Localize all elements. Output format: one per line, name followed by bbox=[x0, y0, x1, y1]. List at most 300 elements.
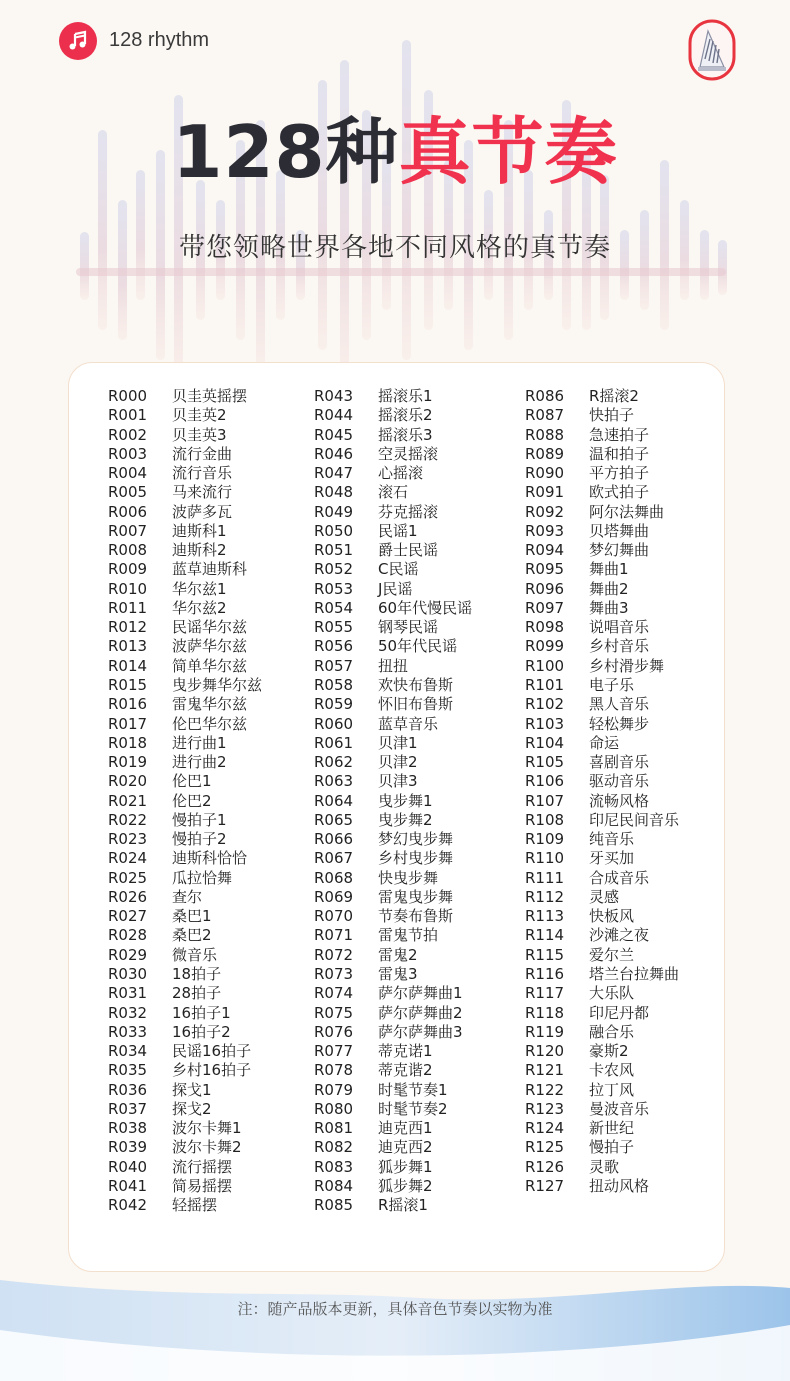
rhythm-item bbox=[314, 406, 472, 425]
rhythm-name: 贝津1 bbox=[378, 733, 418, 752]
rhythm-name: 扭动风格 bbox=[589, 1176, 650, 1195]
rhythm-item bbox=[525, 926, 679, 945]
rhythm-item bbox=[525, 560, 679, 579]
rhythm-name: 雷鬼3 bbox=[378, 964, 418, 983]
rhythm-item bbox=[108, 1004, 262, 1023]
rhythm-code: R063 bbox=[314, 772, 354, 791]
rhythm-item bbox=[525, 522, 679, 541]
rhythm-name: 探戈2 bbox=[172, 1099, 212, 1118]
rhythm-code: R099 bbox=[525, 637, 565, 656]
rhythm-item bbox=[525, 599, 679, 618]
rhythm-code: R015 bbox=[108, 675, 148, 694]
rhythm-item bbox=[525, 849, 679, 868]
rhythm-item bbox=[314, 849, 472, 868]
rhythm-name: 迪克西1 bbox=[378, 1119, 433, 1138]
rhythm-name: 轻松舞步 bbox=[589, 714, 650, 733]
rhythm-code: R100 bbox=[525, 656, 565, 675]
rhythm-item bbox=[525, 695, 679, 714]
rhythm-item bbox=[314, 618, 472, 637]
rhythm-item bbox=[108, 522, 262, 541]
rhythm-code: R013 bbox=[108, 637, 148, 656]
rhythm-name: 快曳步舞 bbox=[378, 868, 439, 887]
rhythm-item bbox=[314, 869, 472, 888]
rhythm-column-1 bbox=[108, 387, 262, 1215]
rhythm-name: 欧式拍子 bbox=[589, 483, 650, 502]
rhythm-code: R053 bbox=[314, 579, 354, 598]
rhythm-code: R044 bbox=[314, 406, 354, 425]
rhythm-item bbox=[314, 695, 472, 714]
rhythm-name: R摇滚2 bbox=[589, 387, 639, 405]
rhythm-item bbox=[108, 811, 262, 830]
rhythm-name: 钢琴民谣 bbox=[378, 618, 439, 637]
rhythm-item bbox=[108, 676, 262, 695]
rhythm-item bbox=[525, 907, 679, 926]
rhythm-item bbox=[314, 830, 472, 849]
rhythm-name: 慢拍子2 bbox=[172, 830, 227, 849]
rhythm-name: 16拍子1 bbox=[172, 1003, 231, 1022]
rhythm-code: R105 bbox=[525, 753, 565, 772]
rhythm-name: 查尔 bbox=[172, 887, 203, 906]
rhythm-name: 黑人音乐 bbox=[589, 695, 650, 714]
rhythm-item bbox=[108, 1100, 262, 1119]
rhythm-item bbox=[314, 715, 472, 734]
rhythm-code: R090 bbox=[525, 464, 565, 483]
rhythm-code: R113 bbox=[525, 907, 565, 926]
rhythm-name: 灵歌 bbox=[589, 1157, 620, 1176]
rhythm-code: R004 bbox=[108, 464, 148, 483]
rhythm-item bbox=[525, 1177, 679, 1196]
rhythm-code: R023 bbox=[108, 830, 148, 849]
rhythm-name: 16拍子2 bbox=[172, 1022, 231, 1041]
rhythm-code: R080 bbox=[314, 1099, 354, 1118]
rhythm-code: R052 bbox=[314, 560, 354, 579]
rhythm-name: 温和拍子 bbox=[589, 444, 650, 463]
rhythm-code: R079 bbox=[314, 1080, 354, 1099]
rhythm-code: R060 bbox=[314, 714, 354, 733]
rhythm-name: 贝津2 bbox=[378, 753, 418, 772]
rhythm-name: 伦巴2 bbox=[172, 791, 212, 810]
rhythm-item bbox=[108, 869, 262, 888]
rhythm-code: R091 bbox=[525, 483, 565, 502]
rhythm-item bbox=[525, 426, 679, 445]
rhythm-code: R010 bbox=[108, 579, 148, 598]
rhythm-name: 微音乐 bbox=[172, 945, 218, 964]
rhythm-name: 命运 bbox=[589, 733, 620, 752]
rhythm-item bbox=[525, 715, 679, 734]
rhythm-name: 进行曲2 bbox=[172, 753, 227, 772]
rhythm-item bbox=[525, 869, 679, 888]
rhythm-item bbox=[525, 1138, 679, 1157]
rhythm-code: R034 bbox=[108, 1042, 148, 1061]
rhythm-code: R058 bbox=[314, 675, 354, 694]
rhythm-code: R041 bbox=[108, 1176, 148, 1195]
rhythm-name: 狐步舞1 bbox=[378, 1157, 433, 1176]
rhythm-item bbox=[108, 1119, 262, 1138]
rhythm-code: R055 bbox=[314, 618, 354, 637]
rhythm-name: 大乐队 bbox=[589, 984, 635, 1003]
rhythm-name: 雷鬼节拍 bbox=[378, 926, 439, 945]
rhythm-item bbox=[108, 753, 262, 772]
rhythm-item bbox=[108, 1138, 262, 1157]
rhythm-code: R094 bbox=[525, 541, 565, 560]
rhythm-item bbox=[314, 522, 472, 541]
rhythm-code: R018 bbox=[108, 733, 148, 752]
rhythm-code: R017 bbox=[108, 714, 148, 733]
rhythm-name: 灵感 bbox=[589, 887, 620, 906]
rhythm-code: R083 bbox=[314, 1157, 354, 1176]
rhythm-code: R029 bbox=[108, 945, 148, 964]
rhythm-item bbox=[108, 734, 262, 753]
rhythm-item bbox=[314, 387, 472, 406]
rhythm-name: 流行金曲 bbox=[172, 444, 233, 463]
rhythm-name: 芬克摇滚 bbox=[378, 502, 439, 521]
rhythm-item bbox=[108, 907, 262, 926]
rhythm-item bbox=[314, 984, 472, 1003]
rhythm-name: 波萨多瓦 bbox=[172, 502, 233, 521]
rhythm-code: R051 bbox=[314, 541, 354, 560]
rhythm-name: 平方拍子 bbox=[589, 464, 650, 483]
rhythm-item bbox=[108, 1177, 262, 1196]
rhythm-item bbox=[108, 464, 262, 483]
rhythm-item bbox=[525, 1061, 679, 1080]
rhythm-name: 萨尔萨舞曲2 bbox=[378, 1003, 463, 1022]
rhythm-code: R087 bbox=[525, 406, 565, 425]
rhythm-code: R118 bbox=[525, 1003, 565, 1022]
rhythm-code: R008 bbox=[108, 541, 148, 560]
rhythm-code: R117 bbox=[525, 984, 565, 1003]
rhythm-item bbox=[314, 811, 472, 830]
rhythm-item bbox=[108, 715, 262, 734]
rhythm-name: 豪斯2 bbox=[589, 1042, 629, 1061]
rhythm-name: 进行曲1 bbox=[172, 733, 227, 752]
rhythm-name: 扭扭 bbox=[378, 656, 409, 675]
rhythm-item bbox=[108, 965, 262, 984]
rhythm-item bbox=[108, 406, 262, 425]
rhythm-code: R104 bbox=[525, 733, 565, 752]
rhythm-code: R059 bbox=[314, 695, 354, 714]
rhythm-code: R050 bbox=[314, 521, 354, 540]
rhythm-item bbox=[314, 734, 472, 753]
rhythm-item bbox=[525, 483, 679, 502]
rhythm-name: 印尼丹都 bbox=[589, 1003, 650, 1022]
rhythm-name: 慢拍子 bbox=[589, 1138, 635, 1157]
rhythm-name: 贝圭英3 bbox=[172, 425, 227, 444]
rhythm-code: R005 bbox=[108, 483, 148, 502]
rhythm-name: 马来流行 bbox=[172, 483, 233, 502]
rhythm-name: 乡村音乐 bbox=[589, 637, 650, 656]
rhythm-code: R101 bbox=[525, 675, 565, 694]
rhythm-code: R003 bbox=[108, 444, 148, 463]
rhythm-name: 塔兰台拉舞曲 bbox=[589, 964, 680, 983]
rhythm-name: 爵士民谣 bbox=[378, 541, 439, 560]
rhythm-name: 摇滚乐2 bbox=[378, 406, 433, 425]
rhythm-code: R007 bbox=[108, 521, 148, 540]
rhythm-code: R012 bbox=[108, 618, 148, 637]
rhythm-code: R067 bbox=[314, 849, 354, 868]
rhythm-name: 阿尔法舞曲 bbox=[589, 502, 665, 521]
rhythm-name: 梦幻曳步舞 bbox=[378, 830, 454, 849]
rhythm-name: 蒂克谐2 bbox=[378, 1061, 433, 1080]
rhythm-item bbox=[314, 560, 472, 579]
rhythm-item bbox=[108, 503, 262, 522]
rhythm-item bbox=[525, 637, 679, 656]
rhythm-code: R030 bbox=[108, 964, 148, 983]
rhythm-item bbox=[314, 445, 472, 464]
rhythm-item bbox=[108, 580, 262, 599]
rhythm-code: R043 bbox=[314, 387, 354, 405]
rhythm-item bbox=[108, 792, 262, 811]
rhythm-code: R121 bbox=[525, 1061, 565, 1080]
rhythm-code: R111 bbox=[525, 868, 565, 887]
rhythm-code: R095 bbox=[525, 560, 565, 579]
rhythm-item bbox=[525, 618, 679, 637]
rhythm-name: 摇滚乐1 bbox=[378, 387, 433, 405]
rhythm-item bbox=[525, 946, 679, 965]
rhythm-code: R123 bbox=[525, 1099, 565, 1118]
rhythm-item bbox=[525, 965, 679, 984]
rhythm-item bbox=[525, 676, 679, 695]
rhythm-item bbox=[108, 426, 262, 445]
rhythm-name: 萨尔萨舞曲3 bbox=[378, 1022, 463, 1041]
rhythm-code: R047 bbox=[314, 464, 354, 483]
rhythm-item bbox=[314, 676, 472, 695]
rhythm-name: 摇滚乐3 bbox=[378, 425, 433, 444]
rhythm-name: 流畅风格 bbox=[589, 791, 650, 810]
rhythm-code: R040 bbox=[108, 1157, 148, 1176]
rhythm-code: R119 bbox=[525, 1022, 565, 1041]
rhythm-code: R084 bbox=[314, 1176, 354, 1195]
rhythm-name: 合成音乐 bbox=[589, 868, 650, 887]
rhythm-name: 迪斯科1 bbox=[172, 521, 227, 540]
rhythm-name: 爱尔兰 bbox=[589, 945, 635, 964]
rhythm-name: 桑巴1 bbox=[172, 907, 212, 926]
footnote: 注：随产品版本更新，具体音色节奏以实物为准 bbox=[237, 1300, 553, 1318]
rhythm-name: 雷鬼2 bbox=[378, 945, 418, 964]
rhythm-item bbox=[108, 599, 262, 618]
rhythm-name: 桑巴2 bbox=[172, 926, 212, 945]
rhythm-name: 轻摇摆 bbox=[172, 1196, 218, 1215]
rhythm-name: 迪克西2 bbox=[378, 1138, 433, 1157]
rhythm-code: R028 bbox=[108, 926, 148, 945]
rhythm-name: R摇滚1 bbox=[378, 1196, 428, 1215]
rhythm-code: R061 bbox=[314, 733, 354, 752]
rhythm-code: R019 bbox=[108, 753, 148, 772]
rhythm-code: R066 bbox=[314, 830, 354, 849]
rhythm-code: R033 bbox=[108, 1022, 148, 1041]
rhythm-code: R110 bbox=[525, 849, 565, 868]
rhythm-name: 贝圭英摇摆 bbox=[172, 387, 248, 405]
rhythm-item bbox=[314, 1138, 472, 1157]
rhythm-name: 华尔兹1 bbox=[172, 579, 227, 598]
rhythm-item bbox=[108, 1042, 262, 1061]
rhythm-name: 滚石 bbox=[378, 483, 409, 502]
rhythm-name: 贝圭英2 bbox=[172, 406, 227, 425]
rhythm-item bbox=[108, 657, 262, 676]
rhythm-code: R032 bbox=[108, 1003, 148, 1022]
rhythm-name: 时髦节奏1 bbox=[378, 1080, 448, 1099]
rhythm-item bbox=[525, 811, 679, 830]
rhythm-code: R114 bbox=[525, 926, 565, 945]
rhythm-name: C民谣 bbox=[378, 560, 419, 579]
rhythm-code: R076 bbox=[314, 1022, 354, 1041]
rhythm-code: R024 bbox=[108, 849, 148, 868]
rhythm-column-3 bbox=[525, 387, 679, 1196]
rhythm-code: R081 bbox=[314, 1119, 354, 1138]
soundwave-baseline bbox=[76, 268, 726, 276]
rhythm-item bbox=[108, 618, 262, 637]
rhythm-name: 急速拍子 bbox=[589, 425, 650, 444]
rhythm-item bbox=[314, 772, 472, 791]
rhythm-name: 50年代民谣 bbox=[378, 637, 458, 656]
rhythm-name: 乡村曳步舞 bbox=[378, 849, 454, 868]
rhythm-code: R048 bbox=[314, 483, 354, 502]
rhythm-item bbox=[525, 1042, 679, 1061]
rhythm-name: 纯音乐 bbox=[589, 830, 635, 849]
rhythm-code: R022 bbox=[108, 810, 148, 829]
rhythm-item bbox=[314, 965, 472, 984]
rhythm-code: R045 bbox=[314, 425, 354, 444]
title-prefix: 128种 bbox=[172, 110, 399, 194]
rhythm-item bbox=[314, 1061, 472, 1080]
rhythm-name: 沙滩之夜 bbox=[589, 926, 650, 945]
rhythm-item bbox=[314, 483, 472, 502]
rhythm-name: 民谣华尔兹 bbox=[172, 618, 248, 637]
rhythm-item bbox=[108, 1061, 262, 1080]
rhythm-name: 民谣1 bbox=[378, 521, 418, 540]
rhythm-item bbox=[314, 657, 472, 676]
rhythm-item bbox=[525, 888, 679, 907]
rhythm-item bbox=[525, 1004, 679, 1023]
rhythm-code: R046 bbox=[314, 444, 354, 463]
wave-decoration bbox=[0, 1270, 790, 1381]
rhythm-name: 60年代慢民谣 bbox=[378, 598, 473, 617]
rhythm-code: R102 bbox=[525, 695, 565, 714]
rhythm-code: R120 bbox=[525, 1042, 565, 1061]
rhythm-item bbox=[108, 387, 262, 406]
rhythm-code: R077 bbox=[314, 1042, 354, 1061]
rhythm-code: R002 bbox=[108, 425, 148, 444]
rhythm-name: 波尔卡舞1 bbox=[172, 1119, 242, 1138]
rhythm-name: 电子乐 bbox=[589, 675, 635, 694]
rhythm-item bbox=[525, 464, 679, 483]
rhythm-code: R071 bbox=[314, 926, 354, 945]
rhythm-code: R093 bbox=[525, 521, 565, 540]
rhythm-name: 新世纪 bbox=[589, 1119, 635, 1138]
rhythm-item bbox=[314, 753, 472, 772]
rhythm-code: R049 bbox=[314, 502, 354, 521]
rhythm-code: R103 bbox=[525, 714, 565, 733]
rhythm-name: 时髦节奏2 bbox=[378, 1099, 448, 1118]
rhythm-item bbox=[525, 387, 679, 406]
rhythm-name: 狐步舞2 bbox=[378, 1176, 433, 1195]
rhythm-code: R078 bbox=[314, 1061, 354, 1080]
rhythm-item bbox=[314, 503, 472, 522]
rhythm-name: 18拍子 bbox=[172, 964, 222, 983]
rhythm-code: R109 bbox=[525, 830, 565, 849]
rhythm-name: 曼波音乐 bbox=[589, 1099, 650, 1118]
rhythm-name: 曳步舞华尔兹 bbox=[172, 675, 263, 694]
rhythm-name: 舞曲3 bbox=[589, 598, 629, 617]
rhythm-name: 融合乐 bbox=[589, 1022, 635, 1041]
rhythm-name: 蓝草迪斯科 bbox=[172, 560, 248, 579]
rhythm-name: 喜剧音乐 bbox=[589, 753, 650, 772]
rhythm-name: 乡村滑步舞 bbox=[589, 656, 665, 675]
rhythm-item bbox=[108, 483, 262, 502]
rhythm-item bbox=[314, 946, 472, 965]
rhythm-name: 萨尔萨舞曲1 bbox=[378, 984, 463, 1003]
rhythm-code: R070 bbox=[314, 907, 354, 926]
rhythm-item bbox=[108, 984, 262, 1003]
rhythm-item bbox=[108, 1158, 262, 1177]
page-subtitle: 带您领略世界各地不同风格的真节奏 bbox=[178, 233, 611, 263]
rhythm-item bbox=[525, 984, 679, 1003]
rhythm-item bbox=[108, 1023, 262, 1042]
rhythm-name: 28拍子 bbox=[172, 984, 222, 1003]
rhythm-item bbox=[314, 599, 472, 618]
rhythm-name: 梦幻舞曲 bbox=[589, 541, 650, 560]
rhythm-item bbox=[525, 753, 679, 772]
rhythm-code: R062 bbox=[314, 753, 354, 772]
rhythm-item bbox=[525, 1023, 679, 1042]
rhythm-code: R096 bbox=[525, 579, 565, 598]
rhythm-code: R014 bbox=[108, 656, 148, 675]
rhythm-name: 蓝草音乐 bbox=[378, 714, 439, 733]
rhythm-name: 雷鬼华尔兹 bbox=[172, 695, 248, 714]
rhythm-item bbox=[314, 926, 472, 945]
rhythm-name: 流行摇摆 bbox=[172, 1157, 233, 1176]
rhythm-code: R089 bbox=[525, 444, 565, 463]
page-title bbox=[0, 102, 790, 202]
rhythm-item bbox=[525, 541, 679, 560]
rhythm-name: 节奏布鲁斯 bbox=[378, 907, 454, 926]
rhythm-code: R107 bbox=[525, 791, 565, 810]
rhythm-code: R098 bbox=[525, 618, 565, 637]
rhythm-item bbox=[525, 503, 679, 522]
rhythm-item bbox=[314, 1004, 472, 1023]
rhythm-item bbox=[108, 946, 262, 965]
rhythm-item bbox=[108, 637, 262, 656]
rhythm-name: 牙买加 bbox=[589, 849, 635, 868]
keyboard-app-icon bbox=[688, 19, 736, 81]
rhythm-item bbox=[108, 560, 262, 579]
rhythm-item bbox=[525, 1119, 679, 1138]
rhythm-name: 曳步舞1 bbox=[378, 791, 433, 810]
rhythm-item bbox=[108, 772, 262, 791]
rhythm-code: R092 bbox=[525, 502, 565, 521]
rhythm-item bbox=[108, 695, 262, 714]
rhythm-item bbox=[314, 1196, 472, 1215]
rhythm-name: 简易摇摆 bbox=[172, 1176, 233, 1195]
rhythm-code: R074 bbox=[314, 984, 354, 1003]
rhythm-item bbox=[525, 830, 679, 849]
rhythm-code: R073 bbox=[314, 964, 354, 983]
rhythm-code: R021 bbox=[108, 791, 148, 810]
rhythm-item bbox=[314, 426, 472, 445]
rhythm-name: 贝塔舞曲 bbox=[589, 521, 650, 540]
rhythm-name: 驱动音乐 bbox=[589, 772, 650, 791]
rhythm-item bbox=[108, 541, 262, 560]
rhythm-item bbox=[314, 464, 472, 483]
rhythm-code: R116 bbox=[525, 964, 565, 983]
rhythm-item bbox=[525, 657, 679, 676]
rhythm-code: R027 bbox=[108, 907, 148, 926]
rhythm-item bbox=[525, 792, 679, 811]
rhythm-code: R001 bbox=[108, 406, 148, 425]
rhythm-item bbox=[314, 1042, 472, 1061]
rhythm-item bbox=[525, 445, 679, 464]
rhythm-code: R042 bbox=[108, 1196, 148, 1215]
rhythm-item bbox=[314, 1023, 472, 1042]
